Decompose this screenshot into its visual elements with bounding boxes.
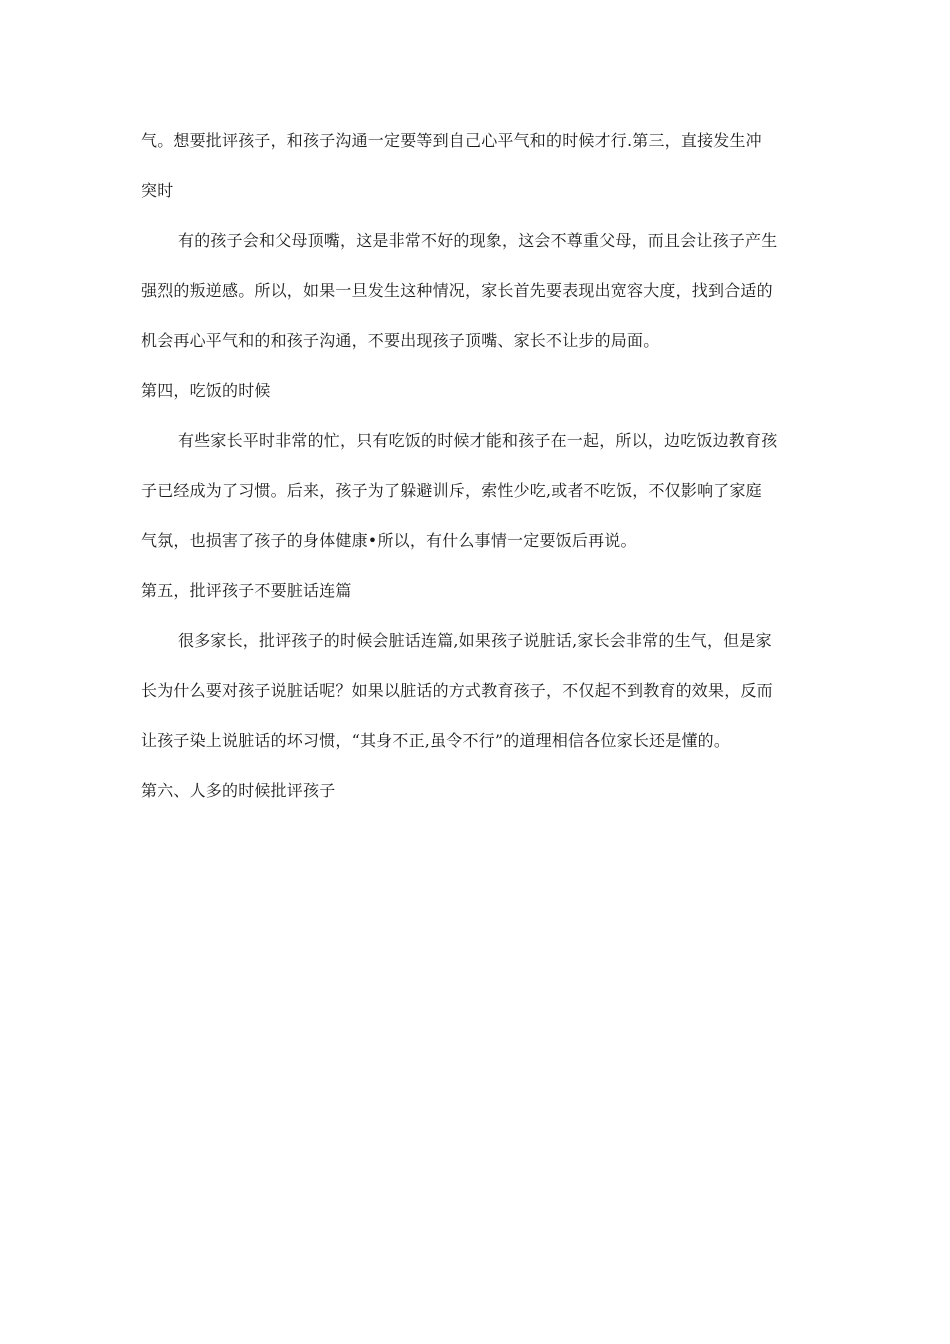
paragraph-line: 有些家长平时非常的忙，只有吃饭的时候才能和孩子在一起，所以，边吃饭边教育孩 xyxy=(178,431,778,450)
paragraph-line: 让孩子染上说脏话的坏习惯，“其身不正,虽令不行”的道理相信各位家长还是懂的。 xyxy=(141,731,731,750)
document-body xyxy=(141,126,813,826)
paragraph-continuation-line: 气。想要批评孩子，和孩子沟通一定要等到自己心平气和的时候才行.第三，直接发生冲 xyxy=(141,131,762,150)
section-heading: 第六、人多的时候批评孩子 xyxy=(141,781,336,800)
paragraph-line: 长为什么要对孩子说脏话呢？如果以脏话的方式教育孩子，不仅起不到教育的效果，反而 xyxy=(141,681,773,700)
section-heading: 第五，批评孩子不要脏话连篇 xyxy=(141,581,352,600)
section-heading: 第四，吃饭的时候 xyxy=(141,381,271,400)
paragraph-line: 子已经成为了习惯。后来，孩子为了躲避训斥，索性少吃,或者不吃饭，不仅影响了家庭 xyxy=(141,481,762,500)
paragraph-line: 强烈的叛逆感。所以，如果一旦发生这种情况，家长首先要表现出宽容大度，找到合适的 xyxy=(141,281,773,300)
paragraph-line: 机会再心平气和的和孩子沟通，不要出现孩子顶嘴、家长不让步的局面。 xyxy=(141,331,660,350)
paragraph-line: 气氛，也损害了孩子的身体健康•所以，有什么事情一定要饭后再说。 xyxy=(141,531,637,550)
paragraph-continuation-line: 突时 xyxy=(141,181,174,200)
paragraph-line: 很多家长，批评孩子的时候会脏话连篇,如果孩子说脏话,家长会非常的生气，但是家 xyxy=(178,631,772,650)
paragraph-line: 有的孩子会和父母顶嘴，这是非常不好的现象，这会不尊重父母，而且会让孩子产生 xyxy=(178,231,778,250)
